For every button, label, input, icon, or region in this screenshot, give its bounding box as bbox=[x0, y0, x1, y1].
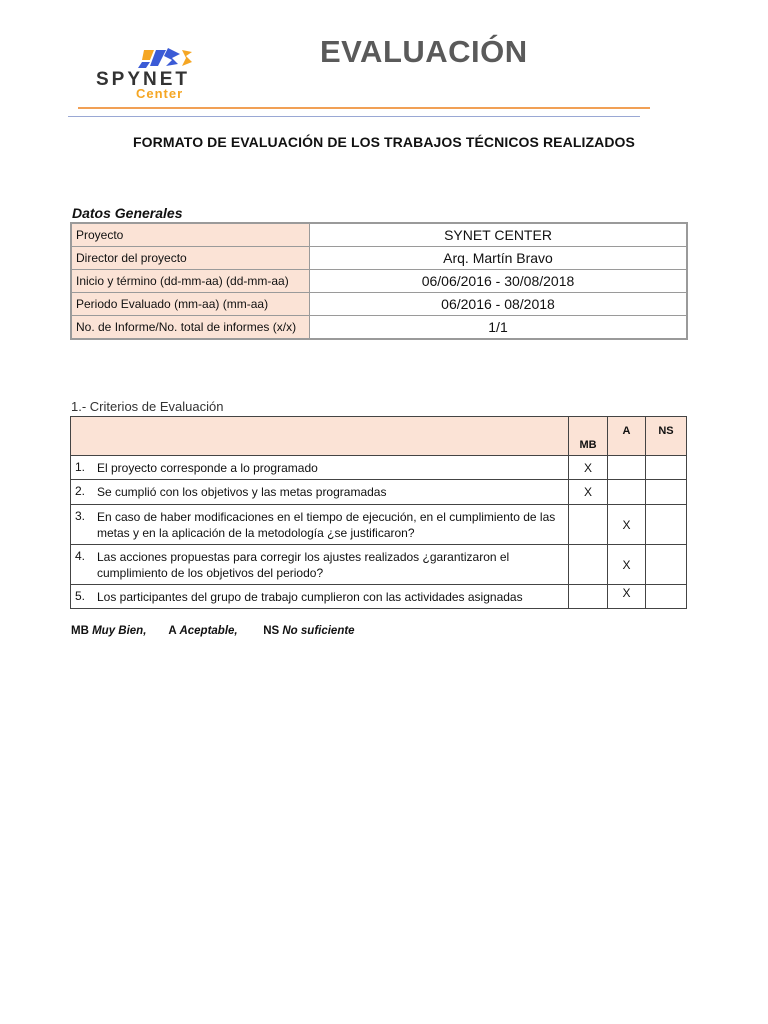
criterion-text: En caso de haber modificaciones en el tiempo de ejecución, en el cumplimiento de las metas y en la aplicación de la metodología ¿se justificaron? bbox=[93, 505, 569, 545]
table-row bbox=[71, 293, 687, 316]
criterion-number: 5. bbox=[71, 585, 94, 609]
row-label: Proyecto bbox=[71, 223, 310, 247]
mark-a bbox=[608, 480, 646, 505]
table-row bbox=[71, 505, 687, 545]
row-label: Inicio y término (dd-mm-aa) (dd-mm-aa) bbox=[71, 270, 310, 293]
row-label: No. de Informe/No. total de informes (x/x) bbox=[71, 316, 310, 340]
criterion-text: Las acciones propuestas para corregir los ajustes realizados ¿garantizaron el cumplimiento de los objetivos del periodo? bbox=[93, 545, 569, 585]
column-header-ns: NS bbox=[646, 417, 687, 456]
form-subtitle: FORMATO DE EVALUACIÓN DE LOS TRABAJOS TÉCNICOS REALIZADOS bbox=[133, 134, 635, 150]
table-row bbox=[71, 270, 687, 293]
table-row bbox=[71, 223, 687, 247]
row-value: 1/1 bbox=[310, 316, 688, 340]
mark-a: X bbox=[608, 545, 646, 585]
legend-ns-code: NS bbox=[263, 625, 280, 637]
mark-mb bbox=[569, 545, 608, 585]
criterion-text: El proyecto corresponde a lo programado bbox=[93, 456, 569, 480]
table-row bbox=[71, 456, 687, 480]
table-row bbox=[71, 545, 687, 585]
header-divider-secondary bbox=[68, 116, 640, 117]
legend-a-text: Aceptable, bbox=[179, 625, 238, 637]
logo-text: SPYNET bbox=[96, 69, 191, 90]
table-header-row bbox=[71, 417, 687, 456]
datos-generales-table bbox=[70, 222, 688, 340]
table-row bbox=[71, 247, 687, 270]
mark-ns bbox=[646, 585, 687, 609]
table-row bbox=[71, 316, 687, 340]
criterion-number: 1. bbox=[71, 456, 94, 480]
criterion-text: Se cumplió con los objetivos y las metas programadas bbox=[93, 480, 569, 505]
mark-ns bbox=[646, 456, 687, 480]
row-value: 06/2016 - 08/2018 bbox=[310, 293, 688, 316]
mark-mb: X bbox=[569, 456, 608, 480]
legend-ns-text: No suficiente bbox=[282, 625, 355, 637]
row-label: Periodo Evaluado (mm-aa) (mm-aa) bbox=[71, 293, 310, 316]
column-header-a: A bbox=[608, 417, 646, 456]
mark-ns bbox=[646, 545, 687, 585]
legend-mb-text: Muy Bien, bbox=[92, 625, 147, 637]
legend bbox=[71, 625, 355, 637]
criterion-number: 3. bbox=[71, 505, 94, 545]
header-blank-cell bbox=[71, 417, 569, 456]
header-divider bbox=[78, 107, 650, 109]
mark-a bbox=[608, 456, 646, 480]
page-title: EVALUACIÓN bbox=[320, 34, 528, 69]
company-logo bbox=[92, 44, 258, 102]
row-label: Director del proyecto bbox=[71, 247, 310, 270]
mark-mb bbox=[569, 505, 608, 545]
mark-ns bbox=[646, 480, 687, 505]
mark-mb: X bbox=[569, 480, 608, 505]
row-value: SYNET CENTER bbox=[310, 223, 688, 247]
row-value: 06/06/2016 - 30/08/2018 bbox=[310, 270, 688, 293]
datos-generales-heading: Datos Generales bbox=[72, 205, 183, 221]
mark-a: X bbox=[608, 505, 646, 545]
table-row bbox=[71, 480, 687, 505]
mark-mb bbox=[569, 585, 608, 609]
mark-ns bbox=[646, 505, 687, 545]
criterion-text: Los participantes del grupo de trabajo cumplieron con las actividades asignadas bbox=[93, 585, 569, 609]
row-value: Arq. Martín Bravo bbox=[310, 247, 688, 270]
legend-a-code: A bbox=[168, 625, 177, 637]
criterios-table bbox=[70, 416, 687, 609]
table-row bbox=[71, 585, 687, 609]
criterios-heading: 1.- Criterios de Evaluación bbox=[71, 399, 224, 414]
criterion-number: 4. bbox=[71, 545, 94, 585]
column-header-mb: MB bbox=[569, 417, 608, 456]
mark-a: X bbox=[608, 585, 646, 609]
logo-subtext: Center bbox=[136, 86, 184, 101]
criterion-number: 2. bbox=[71, 480, 94, 505]
legend-mb-code: MB bbox=[71, 625, 89, 637]
